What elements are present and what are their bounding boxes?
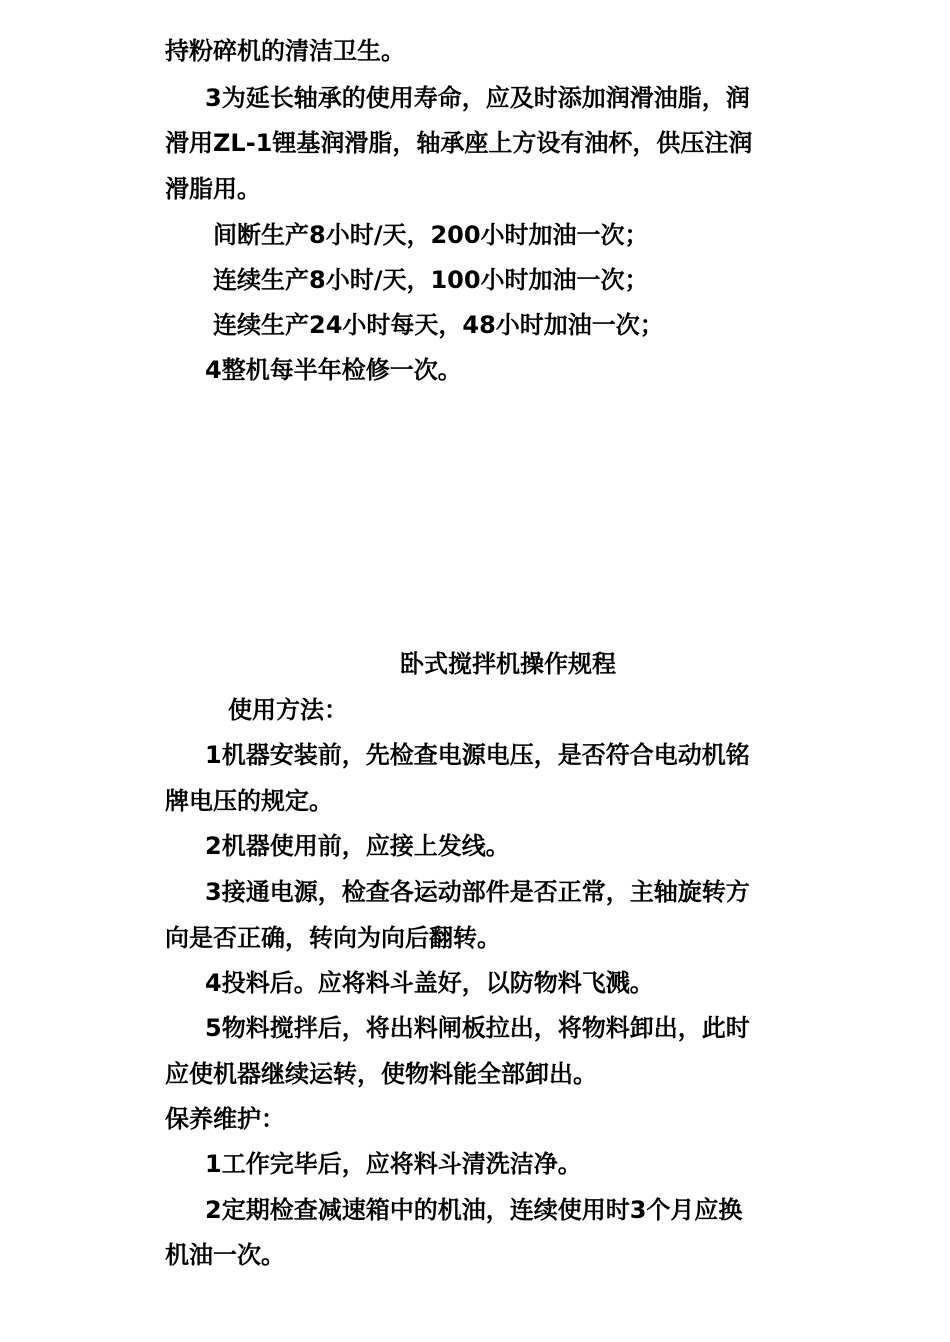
paragraph-line: 3为延长轴承的使用寿命，应及时添加润滑油脂，润: [205, 84, 750, 112]
paragraph-line: 5物料搅拌后，将出料闸板拉出，将物料卸出，此时: [205, 1014, 750, 1042]
paragraph-line: 持粉碎机的清洁卫生。: [165, 37, 405, 65]
paragraph-line: 滑脂用。: [165, 175, 261, 203]
paragraph-line: 向是否正确，转向为向后翻转。: [165, 924, 501, 952]
paragraph-line: 1机器安装前，先检查电源电压，是否符合电动机铭: [205, 741, 750, 769]
usage-heading: 使用方法：: [228, 696, 348, 724]
paragraph-line: 3接通电源，检查各运动部件是否正常，主轴旋转方: [205, 878, 750, 906]
paragraph-line: 滑用ZL-1锂基润滑脂，轴承座上方设有油杯，供压注润: [165, 129, 753, 157]
schedule-line: 连续生产24小时每天，48小时加油一次；: [213, 311, 664, 339]
paragraph-line: 应使机器继续运转，使物料能全部卸出。: [165, 1060, 597, 1088]
paragraph-line: 2机器使用前，应接上发线。: [205, 832, 510, 860]
paragraph-line: 4投料后。应将料斗盖好，以防物料飞溅。: [205, 969, 654, 997]
paragraph-line: 机油一次。: [165, 1241, 285, 1269]
paragraph-line: 2定期检查减速箱中的机油，连续使用时3个月应换: [205, 1196, 743, 1224]
maintenance-heading: 保养维护：: [165, 1105, 285, 1133]
schedule-line: 连续生产8小时/天，100小时加油一次；: [213, 266, 649, 294]
paragraph-line: 1工作完毕后，应将料斗清洗洁净。: [205, 1150, 582, 1178]
schedule-line: 间断生产8小时/天，200小时加油一次；: [213, 221, 649, 249]
paragraph-line: 4整机每半年检修一次。: [205, 356, 462, 384]
document-title: 卧式搅拌机操作规程: [400, 650, 616, 678]
paragraph-line: 牌电压的规定。: [165, 787, 333, 815]
